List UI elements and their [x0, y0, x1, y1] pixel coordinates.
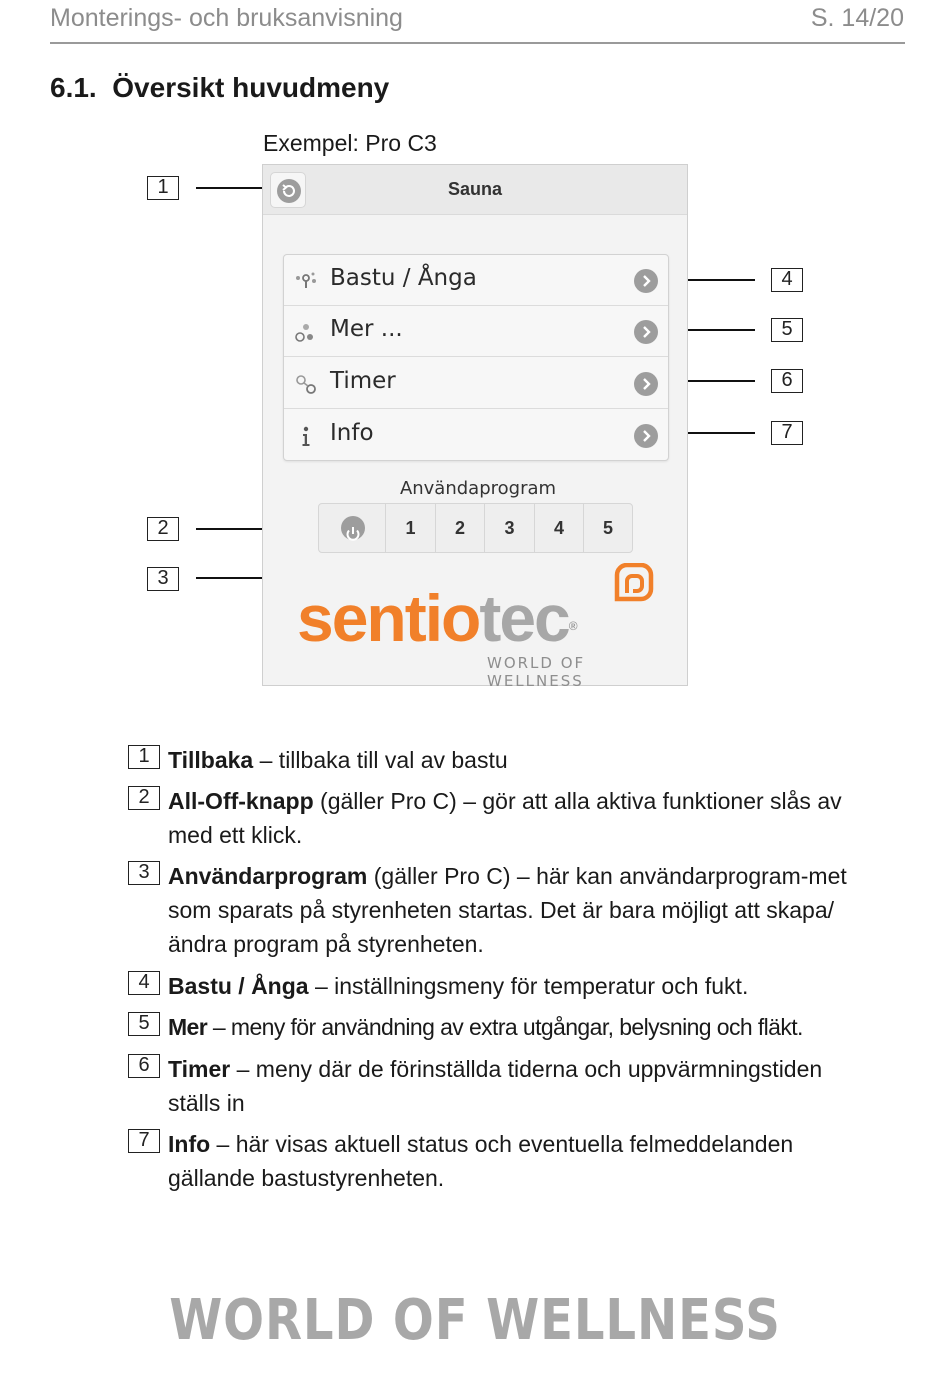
chevron-right-icon	[634, 269, 658, 293]
legend-term: Mer	[168, 1014, 208, 1040]
footer-tagline: WORLD OF WELLNESS	[169, 1288, 781, 1353]
legend-description: – här visas aktuell status och eventuella felmeddelanden gällande bastustyrenheten.	[168, 1131, 794, 1191]
legend-term: Info	[168, 1131, 211, 1157]
program-button-1[interactable]: 1	[385, 504, 435, 552]
menu-item-timer[interactable]	[284, 358, 668, 409]
bastu-icon	[294, 269, 318, 293]
legend-term: Tillbaka	[168, 747, 254, 773]
chevron-right-icon	[634, 372, 658, 396]
legend-description: (gäller Pro C) – här kan användarprogram-met som sparats på styrenheten startas. Det är bara möjligt att skapa/ändra program på styrenheten.	[168, 863, 847, 957]
logo-text-orange: sentio	[297, 581, 480, 655]
chevron-right-icon	[634, 424, 658, 448]
chevron-right-icon	[634, 320, 658, 344]
logo-tagline: WORLD OF WELLNESS	[487, 654, 586, 690]
callout-1: 1	[147, 176, 179, 200]
logo-text-gray: tec	[479, 581, 569, 655]
callout-5: 5	[771, 318, 803, 342]
legend-term: Timer	[168, 1056, 231, 1082]
callout-7: 7	[771, 421, 803, 445]
callout-4: 4	[771, 268, 803, 292]
callout-3: 3	[147, 567, 179, 591]
menu-item-label: Timer	[330, 368, 396, 394]
menu-item-info[interactable]	[284, 410, 668, 461]
logo-registered-mark: ®	[568, 619, 576, 633]
legend-number: 4	[128, 971, 160, 995]
legend-description: – tillbaka till val av bastu	[253, 747, 508, 773]
info-icon	[294, 424, 318, 448]
legend-description: – inställningsmeny för temperatur och fukt.	[308, 973, 749, 999]
screen-title: Sauna	[447, 179, 503, 199]
sentiotec-logo-mark-icon	[613, 563, 655, 603]
program-button-3[interactable]: 3	[484, 504, 534, 552]
menu-item-label: Mer ...	[330, 316, 403, 342]
document-title: Monterings- och bruksanvisning	[50, 4, 403, 32]
menu-item-label: Info	[330, 420, 374, 446]
page-number: S. 14/20	[810, 4, 904, 32]
programs-label: Användaprogram	[399, 478, 557, 499]
legend-number: 2	[128, 786, 160, 810]
app-screen-mockup	[262, 164, 688, 690]
section-number: 6.1.	[50, 72, 97, 103]
legend-description: (gäller Pro C) – gör att alla aktiva funktioner slås av med ett klick.	[168, 788, 842, 848]
program-button-5[interactable]: 5	[583, 504, 632, 552]
more-icon	[294, 320, 318, 344]
user-program-bar	[318, 503, 633, 553]
legend-term: All-Off-knapp	[168, 788, 314, 814]
section-heading: Översikt huvudmeny	[112, 72, 390, 103]
header-divider	[50, 42, 905, 44]
legend-description: – meny för användning av extra utgångar, belysning och fläkt.	[207, 1014, 803, 1040]
menu-item-more[interactable]	[284, 306, 668, 357]
sentiotec-logo	[297, 583, 576, 653]
program-button-4[interactable]: 4	[534, 504, 583, 552]
legend-number: 7	[128, 1129, 160, 1153]
legend-number: 6	[128, 1054, 160, 1078]
legend-number: 3	[128, 861, 160, 885]
menu-item-bastu[interactable]	[284, 255, 668, 306]
program-button-2[interactable]: 2	[435, 504, 484, 552]
legend-number: 1	[128, 745, 160, 769]
callout-6: 6	[771, 369, 803, 393]
menu-item-label: Bastu / Ånga	[330, 265, 477, 291]
callout-2: 2	[147, 517, 179, 541]
legend-description: – meny där de förinställda tiderna och uppvärmningstiden ställs in	[168, 1056, 823, 1116]
example-label: Exempel: Pro C3	[263, 130, 437, 156]
legend-term: Användarprogram	[168, 863, 368, 889]
legend-term: Bastu / Ånga	[168, 973, 309, 999]
timer-icon	[294, 372, 318, 396]
legend-number: 5	[128, 1012, 160, 1036]
power-icon	[341, 516, 365, 540]
section-title	[50, 72, 389, 104]
screen-header	[263, 165, 687, 215]
main-menu	[283, 254, 669, 461]
all-off-button[interactable]	[319, 504, 385, 552]
